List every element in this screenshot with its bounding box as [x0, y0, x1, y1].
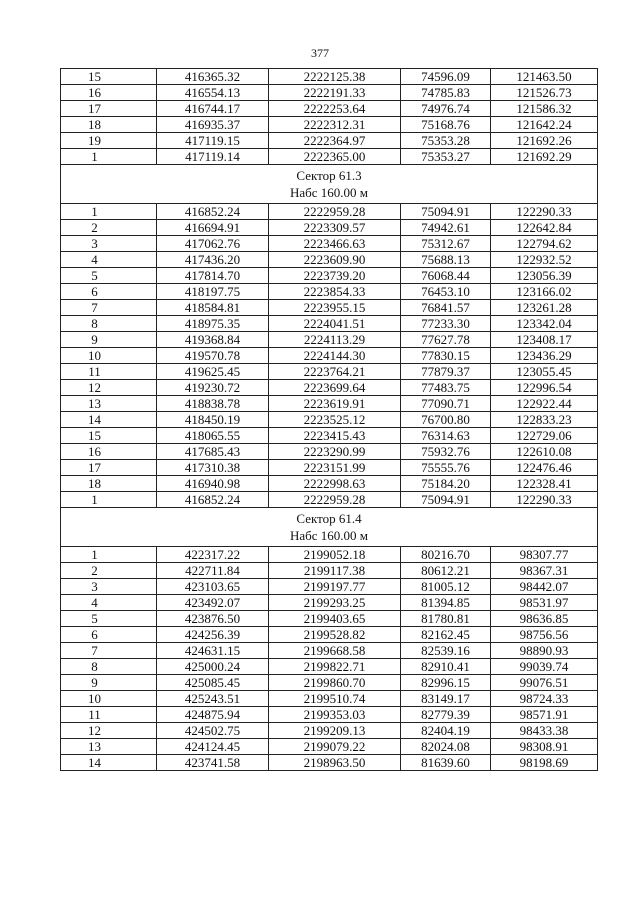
cell-point-number: 19: [61, 133, 157, 149]
cell-coord-x: 416365.32: [157, 69, 269, 85]
table-row: [61, 428, 598, 444]
table-row: [61, 149, 598, 165]
cell-coord-x: 416940.98: [157, 476, 269, 492]
cell-local-y: 122290.33: [491, 492, 598, 508]
cell-local-x: 80216.70: [401, 547, 491, 563]
cell-local-x: 76700.80: [401, 412, 491, 428]
cell-point-number: 7: [61, 643, 157, 659]
cell-local-x: 82162.45: [401, 627, 491, 643]
cell-local-x: 82779.39: [401, 707, 491, 723]
cell-coord-x: 416935.37: [157, 117, 269, 133]
cell-coord-y: 2199293.25: [269, 595, 401, 611]
cell-local-x: 75353.28: [401, 133, 491, 149]
cell-point-number: 1: [61, 547, 157, 563]
cell-local-y: 122476.46: [491, 460, 598, 476]
cell-coord-y: 2199079.22: [269, 739, 401, 755]
cell-coord-y: 2223309.57: [269, 220, 401, 236]
cell-coord-x: 417119.14: [157, 149, 269, 165]
cell-point-number: 16: [61, 444, 157, 460]
cell-coord-y: 2222998.63: [269, 476, 401, 492]
cell-coord-x: 423492.07: [157, 595, 269, 611]
cell-point-number: 4: [61, 595, 157, 611]
cell-point-number: 2: [61, 563, 157, 579]
cell-coord-x: 424256.39: [157, 627, 269, 643]
table-row: [61, 476, 598, 492]
cell-coord-x: 418975.35: [157, 316, 269, 332]
cell-local-y: 99039.74: [491, 659, 598, 675]
cell-point-number: 9: [61, 332, 157, 348]
cell-coord-x: 419570.78: [157, 348, 269, 364]
cell-local-x: 77483.75: [401, 380, 491, 396]
table-row: [61, 444, 598, 460]
cell-local-y: 122642.84: [491, 220, 598, 236]
cell-local-x: 83149.17: [401, 691, 491, 707]
cell-coord-x: 417062.76: [157, 236, 269, 252]
cell-point-number: 1: [61, 204, 157, 220]
cell-coord-x: 422317.22: [157, 547, 269, 563]
cell-coord-x: 419230.72: [157, 380, 269, 396]
cell-coord-y: 2223466.63: [269, 236, 401, 252]
cell-point-number: 14: [61, 412, 157, 428]
table-row: [61, 236, 598, 252]
table-row: [61, 101, 598, 117]
cell-local-x: 82910.41: [401, 659, 491, 675]
cell-local-y: 121463.50: [491, 69, 598, 85]
cell-coord-x: 422711.84: [157, 563, 269, 579]
cell-coord-x: 417436.20: [157, 252, 269, 268]
cell-coord-x: 416554.13: [157, 85, 269, 101]
cell-local-x: 75932.76: [401, 444, 491, 460]
cell-coord-x: 416744.17: [157, 101, 269, 117]
cell-coord-y: 2224041.51: [269, 316, 401, 332]
cell-coord-y: 2223609.90: [269, 252, 401, 268]
cell-local-x: 77627.78: [401, 332, 491, 348]
table-row: [61, 300, 598, 316]
table-row: [61, 316, 598, 332]
sector-title: Сектор 61.3: [296, 168, 362, 183]
cell-coord-y: 2223739.20: [269, 268, 401, 284]
cell-local-y: 123436.29: [491, 348, 598, 364]
sector-title: Сектор 61.4: [296, 511, 362, 526]
table-row: [61, 204, 598, 220]
cell-coord-y: 2223415.43: [269, 428, 401, 444]
cell-coord-x: 418584.81: [157, 300, 269, 316]
cell-coord-y: 2222253.64: [269, 101, 401, 117]
table-row: [61, 643, 598, 659]
cell-point-number: 9: [61, 675, 157, 691]
cell-point-number: 18: [61, 476, 157, 492]
cell-local-x: 75688.13: [401, 252, 491, 268]
cell-local-y: 121692.26: [491, 133, 598, 149]
cell-local-x: 75184.20: [401, 476, 491, 492]
cell-point-number: 13: [61, 396, 157, 412]
cell-local-y: 122833.23: [491, 412, 598, 428]
cell-local-x: 77830.15: [401, 348, 491, 364]
cell-coord-x: 418838.78: [157, 396, 269, 412]
cell-coord-x: 417119.15: [157, 133, 269, 149]
cell-coord-x: 424124.45: [157, 739, 269, 755]
cell-point-number: 11: [61, 707, 157, 723]
cell-local-y: 98307.77: [491, 547, 598, 563]
cell-local-x: 74976.74: [401, 101, 491, 117]
table-row: [61, 252, 598, 268]
cell-local-y: 121586.32: [491, 101, 598, 117]
cell-coord-y: 2199822.71: [269, 659, 401, 675]
cell-local-x: 77879.37: [401, 364, 491, 380]
table-row: [61, 595, 598, 611]
table-row: [61, 611, 598, 627]
cell-local-y: 98890.93: [491, 643, 598, 659]
table-row: [61, 380, 598, 396]
table-row: [61, 348, 598, 364]
cell-coord-y: 2199528.82: [269, 627, 401, 643]
cell-local-y: 123166.02: [491, 284, 598, 300]
cell-local-y: 98198.69: [491, 755, 598, 771]
cell-point-number: 6: [61, 627, 157, 643]
cell-coord-y: 2198963.50: [269, 755, 401, 771]
table-row: [61, 69, 598, 85]
cell-point-number: 10: [61, 691, 157, 707]
cell-coord-y: 2223290.99: [269, 444, 401, 460]
cell-point-number: 1: [61, 149, 157, 165]
cell-point-number: 10: [61, 348, 157, 364]
cell-coord-x: 416852.24: [157, 492, 269, 508]
cell-local-x: 76314.63: [401, 428, 491, 444]
cell-local-y: 98308.91: [491, 739, 598, 755]
table-row: [61, 396, 598, 412]
cell-coord-y: 2199209.13: [269, 723, 401, 739]
table-row: [61, 220, 598, 236]
cell-local-y: 123261.28: [491, 300, 598, 316]
table-row: [61, 332, 598, 348]
cell-local-y: 121642.24: [491, 117, 598, 133]
cell-local-x: 74785.83: [401, 85, 491, 101]
table-row: [61, 723, 598, 739]
table-row: [61, 133, 598, 149]
cell-local-y: 122794.62: [491, 236, 598, 252]
cell-coord-x: 424875.94: [157, 707, 269, 723]
table-row: [61, 85, 598, 101]
cell-local-y: 98571.91: [491, 707, 598, 723]
cell-point-number: 5: [61, 611, 157, 627]
cell-coord-y: 2223699.64: [269, 380, 401, 396]
cell-local-y: 98442.07: [491, 579, 598, 595]
cell-point-number: 7: [61, 300, 157, 316]
cell-local-y: 98367.31: [491, 563, 598, 579]
cell-local-x: 76453.10: [401, 284, 491, 300]
cell-coord-x: 419625.45: [157, 364, 269, 380]
table-row: [61, 412, 598, 428]
cell-coord-x: 417310.38: [157, 460, 269, 476]
cell-coord-y: 2199197.77: [269, 579, 401, 595]
table-row: [61, 364, 598, 380]
cell-local-x: 77233.30: [401, 316, 491, 332]
cell-coord-x: 424502.75: [157, 723, 269, 739]
cell-point-number: 11: [61, 364, 157, 380]
cell-local-y: 122610.08: [491, 444, 598, 460]
cell-point-number: 4: [61, 252, 157, 268]
cell-local-y: 121526.73: [491, 85, 598, 101]
cell-point-number: 12: [61, 723, 157, 739]
cell-local-y: 122922.44: [491, 396, 598, 412]
cell-coord-y: 2199668.58: [269, 643, 401, 659]
sector-header-row: [61, 165, 598, 204]
cell-point-number: 8: [61, 659, 157, 675]
cell-point-number: 5: [61, 268, 157, 284]
cell-local-x: 81780.81: [401, 611, 491, 627]
cell-local-y: 122996.54: [491, 380, 598, 396]
cell-local-x: 75094.91: [401, 492, 491, 508]
cell-local-x: 76068.44: [401, 268, 491, 284]
cell-local-x: 75312.67: [401, 236, 491, 252]
cell-coord-y: 2222959.28: [269, 204, 401, 220]
cell-coord-x: 416694.91: [157, 220, 269, 236]
cell-local-x: 74596.09: [401, 69, 491, 85]
cell-point-number: 3: [61, 236, 157, 252]
table-row: [61, 691, 598, 707]
table-row: [61, 707, 598, 723]
cell-local-y: 122328.41: [491, 476, 598, 492]
cell-point-number: 13: [61, 739, 157, 755]
cell-coord-x: 418065.55: [157, 428, 269, 444]
table-row: [61, 563, 598, 579]
cell-local-x: 80612.21: [401, 563, 491, 579]
cell-coord-y: 2199860.70: [269, 675, 401, 691]
table-row: [61, 268, 598, 284]
cell-coord-y: 2223764.21: [269, 364, 401, 380]
cell-local-x: 82996.15: [401, 675, 491, 691]
cell-coord-y: 2222312.31: [269, 117, 401, 133]
table-row: [61, 460, 598, 476]
cell-coord-x: 417814.70: [157, 268, 269, 284]
cell-local-y: 99076.51: [491, 675, 598, 691]
cell-coord-x: 418197.75: [157, 284, 269, 300]
cell-local-y: 123056.39: [491, 268, 598, 284]
cell-point-number: 17: [61, 460, 157, 476]
cell-local-x: 75353.27: [401, 149, 491, 165]
cell-local-y: 122729.06: [491, 428, 598, 444]
cell-local-y: 98724.33: [491, 691, 598, 707]
cell-local-y: 98531.97: [491, 595, 598, 611]
cell-coord-y: 2222191.33: [269, 85, 401, 101]
table-row: [61, 675, 598, 691]
cell-coord-y: 2222125.38: [269, 69, 401, 85]
cell-point-number: 15: [61, 69, 157, 85]
cell-coord-x: 419368.84: [157, 332, 269, 348]
cell-local-x: 82539.16: [401, 643, 491, 659]
cell-coord-x: 418450.19: [157, 412, 269, 428]
cell-coord-x: 423103.65: [157, 579, 269, 595]
cell-local-y: 98756.56: [491, 627, 598, 643]
cell-local-x: 74942.61: [401, 220, 491, 236]
cell-coord-y: 2224113.29: [269, 332, 401, 348]
cell-coord-x: 416852.24: [157, 204, 269, 220]
table-row: [61, 117, 598, 133]
cell-coord-y: 2199353.03: [269, 707, 401, 723]
table-row: [61, 659, 598, 675]
cell-local-y: 98433.38: [491, 723, 598, 739]
cell-local-y: 123342.04: [491, 316, 598, 332]
table-row: [61, 755, 598, 771]
cell-local-x: 81005.12: [401, 579, 491, 595]
cell-coord-y: 2223525.12: [269, 412, 401, 428]
cell-point-number: 17: [61, 101, 157, 117]
cell-coord-y: 2224144.30: [269, 348, 401, 364]
table-row: [61, 492, 598, 508]
table-row: [61, 739, 598, 755]
sector-height: Набс 160.00 м: [289, 185, 369, 200]
cell-local-x: 77090.71: [401, 396, 491, 412]
cell-local-x: 82404.19: [401, 723, 491, 739]
cell-local-x: 81394.85: [401, 595, 491, 611]
cell-local-y: 123408.17: [491, 332, 598, 348]
cell-local-y: 98636.85: [491, 611, 598, 627]
cell-point-number: 1: [61, 492, 157, 508]
cell-coord-y: 2222959.28: [269, 492, 401, 508]
table-row: [61, 284, 598, 300]
cell-local-x: 82024.08: [401, 739, 491, 755]
cell-point-number: 12: [61, 380, 157, 396]
cell-coord-y: 2222365.00: [269, 149, 401, 165]
cell-coord-x: 424631.15: [157, 643, 269, 659]
cell-coord-x: 425000.24: [157, 659, 269, 675]
cell-coord-x: 425085.45: [157, 675, 269, 691]
table-row: [61, 579, 598, 595]
cell-point-number: 15: [61, 428, 157, 444]
cell-coord-y: 2223854.33: [269, 284, 401, 300]
cell-coord-x: 417685.43: [157, 444, 269, 460]
cell-coord-x: 423876.50: [157, 611, 269, 627]
cell-local-y: 122290.33: [491, 204, 598, 220]
coordinates-table: [60, 68, 598, 771]
cell-point-number: 16: [61, 85, 157, 101]
sector-header-cell: [61, 508, 598, 547]
cell-point-number: 8: [61, 316, 157, 332]
sector-header-row: [61, 508, 598, 547]
coordinates-table-body: [61, 69, 598, 771]
sector-height: Набс 160.00 м: [289, 528, 369, 543]
cell-coord-y: 2199052.18: [269, 547, 401, 563]
cell-coord-x: 425243.51: [157, 691, 269, 707]
cell-point-number: 18: [61, 117, 157, 133]
cell-coord-y: 2199510.74: [269, 691, 401, 707]
page-number: 377: [311, 46, 329, 60]
cell-local-y: 121692.29: [491, 149, 598, 165]
cell-local-x: 75094.91: [401, 204, 491, 220]
cell-local-y: 123055.45: [491, 364, 598, 380]
cell-coord-y: 2223955.15: [269, 300, 401, 316]
cell-local-x: 75168.76: [401, 117, 491, 133]
cell-coord-y: 2223619.91: [269, 396, 401, 412]
cell-point-number: 3: [61, 579, 157, 595]
cell-local-x: 81639.60: [401, 755, 491, 771]
cell-local-x: 75555.76: [401, 460, 491, 476]
cell-coord-y: 2222364.97: [269, 133, 401, 149]
cell-point-number: 6: [61, 284, 157, 300]
cell-coord-x: 423741.58: [157, 755, 269, 771]
cell-point-number: 14: [61, 755, 157, 771]
table-row: [61, 547, 598, 563]
table-row: [61, 627, 598, 643]
cell-local-x: 76841.57: [401, 300, 491, 316]
sector-header-cell: [61, 165, 598, 204]
cell-coord-y: 2223151.99: [269, 460, 401, 476]
cell-coord-y: 2199403.65: [269, 611, 401, 627]
cell-coord-y: 2199117.38: [269, 563, 401, 579]
cell-local-y: 122932.52: [491, 252, 598, 268]
cell-point-number: 2: [61, 220, 157, 236]
